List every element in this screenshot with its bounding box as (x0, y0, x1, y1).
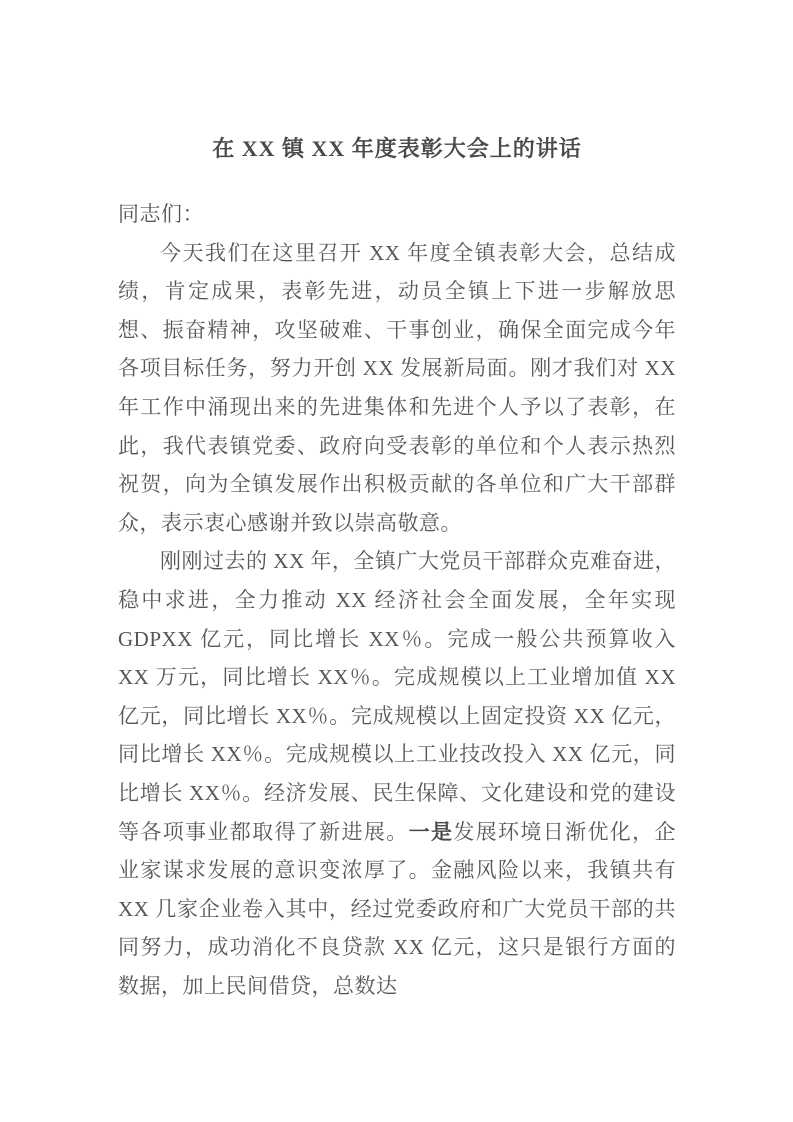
paragraph-2-bold-marker: 一是 (408, 819, 454, 844)
paragraph-2-continuation: 发展环境日渐优化，企业家谋求发展的意识变浓厚了。金融风险以来，我镇共有 XX 几家企业卷入其中，经过党委政府和广大党员干部的共同努力，成功消化不良贷款 XX 亿元，这只是银行方面的数据，加上民间借贷，总数达 (118, 819, 677, 998)
document-title: 在 XX 镇 XX 年度表彰大会上的讲话 (212, 136, 582, 161)
paragraph-1: 今天我们在这里召开 XX 年度全镇表彰大会，总结成绩，肯定成果，表彰先进，动员全镇上下进一步解放思想、振奋精神，攻坚破难、干事创业，确保全面完成今年各项目标任务，努力开创 XX 发展新局面。刚才我们对 XX 年工作中涌现出来的先进集体和先进个人予以了表彰，在此，我代表镇党委、政府向受表彰的单位和个人表示热烈祝贺，向为全镇发展作出积极贡献的各单位和广大干部群众，表示衷心感谢并致以崇高敬意。 (118, 240, 676, 535)
paragraph-2-text: 刚刚过去的 XX 年，全镇广大党员干部群众克难奋进，稳中求进，全力推动 XX 经济社会全面发展，全年实现 GDPXX 亿元，同比增长 XX％。完成一般公共预算收入 XX 万元，同比增长 XX％。完成规模以上工业增加值 XX 亿元，同比增长 XX％。完成规模以上固定投资 XX 亿元，同比增长 XX％。完成规模以上工业技改投入 XX 亿元，同比增长 XX％。经济发展、民生保障、文化建设和党的建设等各项事业都取得了新进展。 (118, 549, 676, 844)
paragraph-2 (118, 542, 676, 1005)
salutation: 同志们： (118, 202, 204, 226)
